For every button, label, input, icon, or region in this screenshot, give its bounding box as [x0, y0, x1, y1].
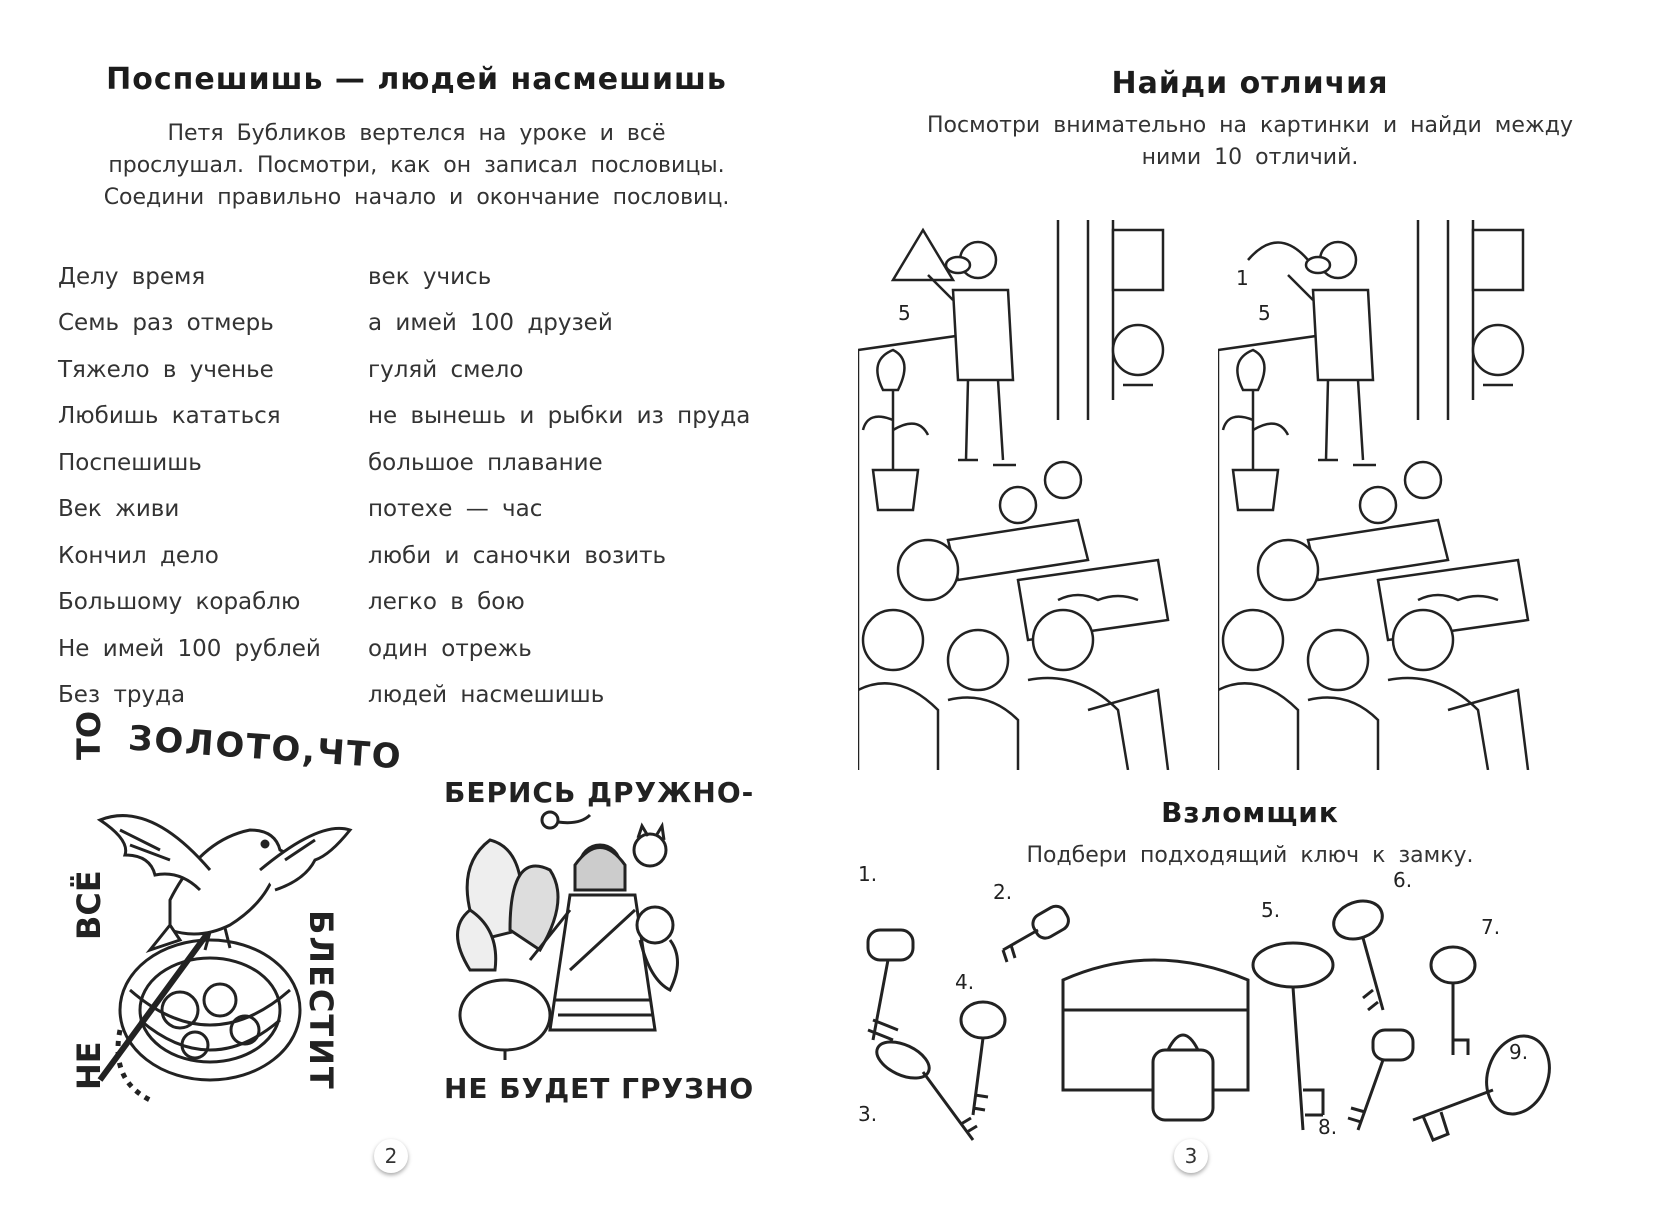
- proverb-ending: не вынешь и рыбки из пруда: [368, 403, 751, 429]
- classroom-picture-left: [858, 220, 1173, 770]
- picture-number: 5: [898, 301, 911, 325]
- burglar-section-intro: Подбери подходящий ключ к замку.: [1026, 843, 1474, 868]
- right-page-intro: [853, 110, 1647, 174]
- key-label-8: 8.: [1318, 1115, 1338, 1139]
- proverb-beginning: Кончил дело: [58, 543, 219, 569]
- picture-number: 1: [1236, 266, 1249, 290]
- burglar-section-title: Взломщик: [1161, 796, 1339, 829]
- key-label-5: 5.: [1261, 898, 1281, 922]
- picture-number: 5: [1258, 301, 1271, 325]
- key-label-1: 1.: [858, 862, 878, 886]
- intro-line: прослушал. Посмотри, как он записал пословицы.: [108, 153, 725, 178]
- proverb-ending: век учись: [368, 264, 492, 290]
- proverb-beginning: Без труда: [58, 682, 186, 708]
- key-label-3: 3.: [858, 1102, 878, 1126]
- poster1-word-left-top: ТО: [70, 710, 108, 760]
- proverb-beginning: Тяжело в ученье: [58, 357, 274, 383]
- proverb-ending: большое плавание: [368, 450, 603, 476]
- proverb-beginning: Не имей 100 рублей: [58, 636, 321, 662]
- poster2-top-text: БЕРИСЬ ДРУЖНО-: [444, 776, 755, 809]
- left-page: [0, 0, 833, 1228]
- key-label-6: 6.: [1393, 868, 1413, 892]
- proverb-ending: люби и саночки возить: [368, 543, 667, 569]
- intro-line: ними 10 отличий.: [1141, 145, 1359, 170]
- intro-line: Петя Бубликов вертелся на уроке и всё: [167, 121, 666, 146]
- right-page: [833, 0, 1667, 1228]
- key-label-4: 4.: [955, 970, 975, 994]
- proverb-ending: легко в бою: [368, 589, 525, 615]
- proverb-ending: людей насмешишь: [368, 682, 605, 708]
- classroom-picture-right: [1218, 220, 1533, 770]
- key-label-9: 9.: [1509, 1040, 1529, 1064]
- poster1-word-right: БЛЕСТИТ: [302, 910, 340, 1091]
- left-page-intro: [60, 118, 773, 214]
- proverb-beginning: Век живи: [58, 496, 180, 522]
- intro-line: Посмотри внимательно на картинки и найди между: [927, 113, 1573, 138]
- keys-and-chest-illustration: [853, 890, 1653, 1170]
- key-label-7: 7.: [1481, 915, 1501, 939]
- proverb-ending: один отрежь: [368, 636, 532, 662]
- right-page-title: Найди отличия: [1111, 66, 1389, 101]
- proverb-ending: потехе — час: [368, 496, 543, 522]
- key-label-2: 2.: [993, 880, 1013, 904]
- page-number-right: 3: [1174, 1139, 1208, 1173]
- poster1-word-top: ЗОЛОТО,ЧТО: [126, 718, 404, 778]
- proverb-beginning: Делу время: [58, 264, 206, 290]
- proverb-beginning: Поспешишь: [58, 450, 202, 476]
- proverb-ending: гуляй смело: [368, 357, 524, 383]
- poster1-word-left-mid: ВСЁ: [70, 870, 108, 940]
- proverb-beginning: Большому кораблю: [58, 589, 301, 615]
- turnip-poster: [450, 810, 690, 1060]
- left-page-title: Поспешишь — людей насмешишь: [106, 62, 727, 97]
- proverb-beginning: Любишь кататься: [58, 403, 281, 429]
- poster2-bottom-text: НЕ БУДЕТ ГРУЗНО: [444, 1072, 755, 1105]
- proverb-beginning: Семь раз отмерь: [58, 310, 274, 336]
- poster1-word-left-bottom: НЕ: [70, 1041, 108, 1090]
- proverb-ending: а имей 100 друзей: [368, 310, 613, 336]
- page-number-left: 2: [374, 1139, 408, 1173]
- intro-line: Соедини правильно начало и окончание пословиц.: [103, 185, 730, 210]
